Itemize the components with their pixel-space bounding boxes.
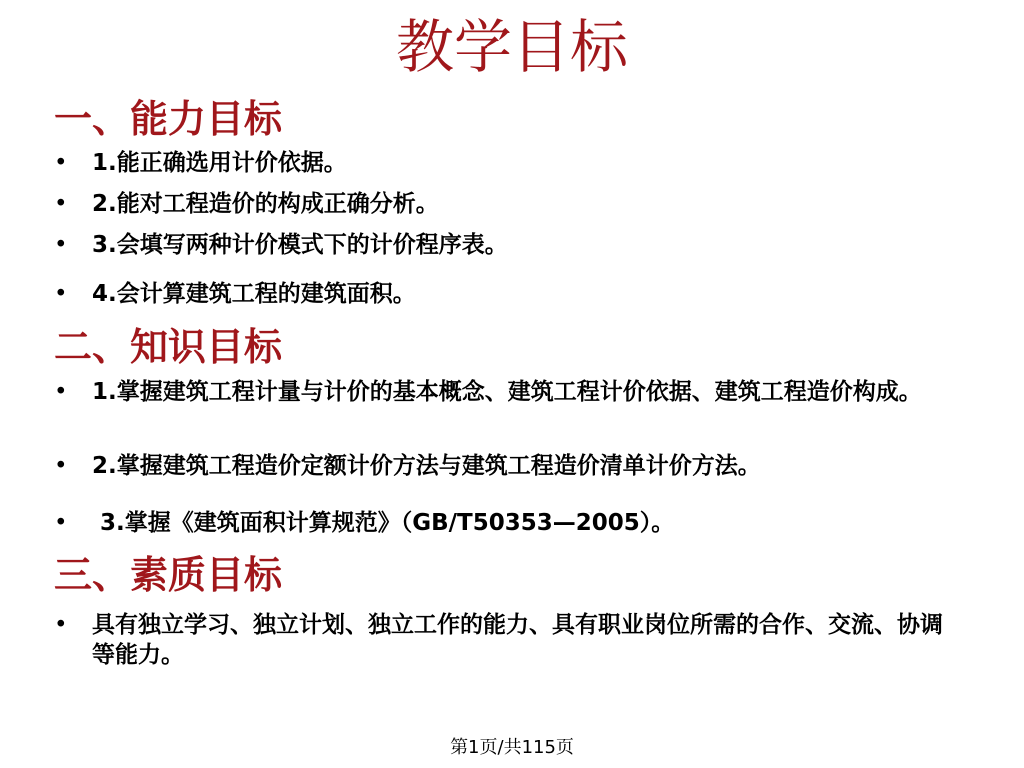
page-number: 第1页/共115页 (450, 737, 574, 758)
bullet-icon: • (54, 453, 68, 479)
list-item-text: 1.掌握建筑工程计量与计价的基本概念、建筑工程计价依据、建筑工程造价构成。 (92, 379, 922, 405)
list-item-text: 2.掌握建筑工程造价定额计价方法与建筑工程造价清单计价方法。 (92, 453, 761, 479)
list-item (54, 377, 964, 407)
list-item-text: 3.掌握《建筑面积计算规范》（GB/T50353—2005）。 (100, 510, 675, 536)
bullet-icon: • (54, 150, 68, 176)
bullet-icon: • (54, 379, 68, 405)
list-item (54, 508, 964, 538)
slide-title: 教学目标 (395, 13, 628, 81)
list-item (54, 610, 964, 670)
bullet-icon: • (54, 281, 68, 307)
list-item (54, 230, 964, 260)
bullet-icon: • (54, 612, 68, 638)
list-item (54, 189, 964, 219)
section-heading-ability: 一、能力目标 (54, 97, 283, 141)
list-item (54, 148, 964, 178)
list-item (54, 279, 964, 309)
list-item (54, 451, 964, 481)
list-item-text: 3.会填写两种计价模式下的计价程序表。 (92, 232, 508, 258)
list-item-text: 2.能对工程造价的构成正确分析。 (92, 191, 439, 217)
bullet-icon: • (54, 232, 68, 258)
bullet-icon: • (54, 191, 68, 217)
section-heading-quality: 三、素质目标 (54, 553, 283, 597)
bullet-icon: • (54, 510, 68, 536)
section-heading-knowledge: 二、知识目标 (54, 325, 283, 369)
list-item-text: 具有独立学习、独立计划、独立工作的能力、具有职业岗位所需的合作、交流、协调等能力。 (92, 612, 943, 668)
list-item-text: 4.会计算建筑工程的建筑面积。 (92, 281, 416, 307)
list-item-text: 1.能正确选用计价依据。 (92, 150, 347, 176)
